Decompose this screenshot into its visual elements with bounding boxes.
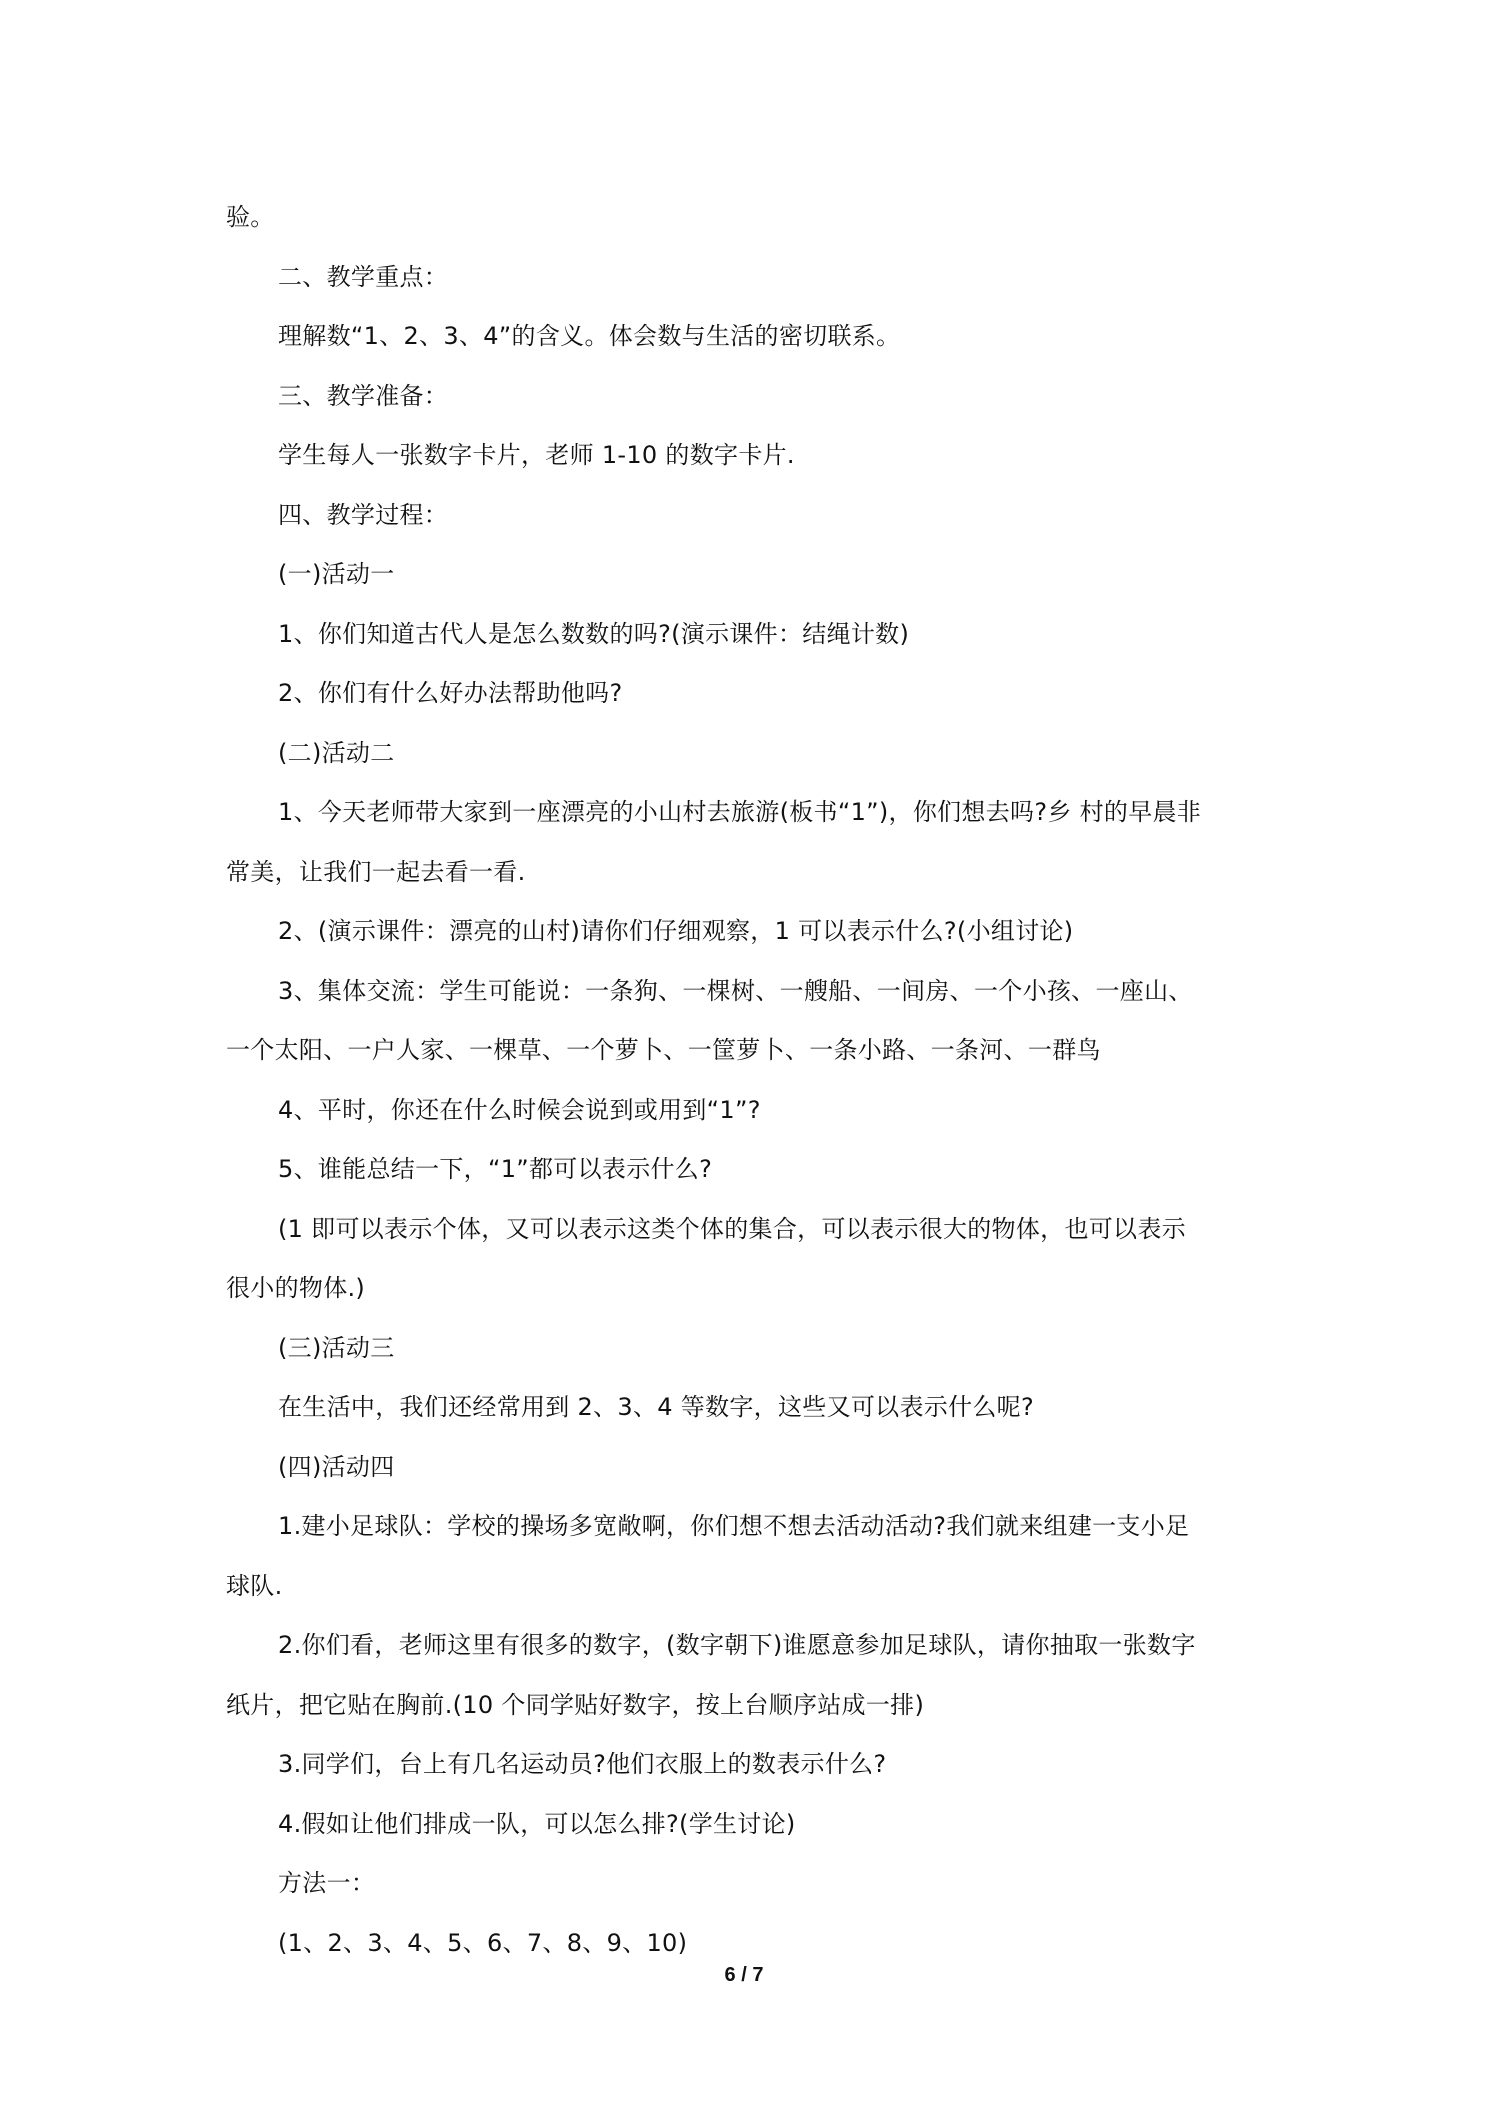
paragraph: 3、集体交流：学生可能说：一条狗、一棵树、一艘船、一间房、一个小孩、一座山、 xyxy=(278,976,1193,1005)
paragraph: 验。 xyxy=(226,203,275,231)
paragraph: 球队. xyxy=(226,1571,283,1600)
paragraph: 4、平时，你还在什么时候会说到或用到“1”? xyxy=(278,1095,761,1124)
paragraph: 5、谁能总结一下，“1”都可以表示什么? xyxy=(278,1155,713,1183)
page-number: 6 / 7 xyxy=(724,1964,764,1986)
paragraph: 一个太阳、一户人家、一棵草、一个萝卜、一筐萝卜、一条小路、一条河、一群鸟 xyxy=(226,1036,1101,1064)
paragraph: 2、(演示课件：漂亮的山村)请你们仔细观察，1 可以表示什么?(小组讨论) xyxy=(278,917,1074,945)
paragraph: 1、你们知道古代人是怎么数数的吗?(演示课件：结绳计数) xyxy=(278,619,910,648)
paragraph: 在生活中，我们还经常用到 2、3、4 等数字，这些又可以表示什么呢? xyxy=(278,1393,1035,1421)
paragraph: 2、你们有什么好办法帮助他吗? xyxy=(278,679,623,707)
paragraph: 三、教学准备： xyxy=(278,381,449,410)
paragraph: 理解数“1、2、3、4”的含义。体会数与生活的密切联系。 xyxy=(278,322,901,350)
paragraph: 学生每人一张数字卡片，老师 1-10 的数字卡片. xyxy=(278,441,795,469)
paragraph: 四、教学过程： xyxy=(278,500,449,529)
paragraph: 3.同学们，台上有几名运动员?他们衣服上的数表示什么? xyxy=(278,1750,887,1778)
paragraph: (一)活动一 xyxy=(278,560,395,588)
paragraph: (二)活动二 xyxy=(278,738,395,767)
document-body xyxy=(226,188,1276,1973)
paragraph: 很小的物体.) xyxy=(226,1274,366,1302)
paragraph: (三)活动三 xyxy=(278,1333,395,1362)
paragraph: 1、今天老师带大家到一座漂亮的小山村去旅游(板书“1”)，你们想去吗?乡 村的早晨非 xyxy=(278,798,1202,826)
paragraph: (1 即可以表示个体，又可以表示这类个体的集合，可以表示很大的物体，也可以表示 xyxy=(278,1214,1186,1243)
paragraph: 二、教学重点： xyxy=(278,262,449,291)
paragraph: 纸片，把它贴在胸前.(10 个同学贴好数字，按上台顺序站成一排) xyxy=(226,1690,925,1719)
paragraph: (1、2、3、4、5、6、7、8、9、10) xyxy=(278,1928,688,1957)
paragraph: 方法一： xyxy=(278,1869,376,1897)
paragraph: 4.假如让他们排成一队，可以怎么排?(学生讨论) xyxy=(278,1809,796,1838)
paragraph: 1.建小足球队：学校的操场多宽敞啊，你们想不想去活动活动?我们就来组建一支小足 xyxy=(278,1512,1190,1540)
paragraph: 常美，让我们一起去看一看. xyxy=(226,857,526,886)
paragraph: (四)活动四 xyxy=(278,1452,395,1481)
paragraph: 2.你们看，老师这里有很多的数字，(数字朝下)谁愿意参加足球队，请你抽取一张数字 xyxy=(278,1631,1196,1659)
